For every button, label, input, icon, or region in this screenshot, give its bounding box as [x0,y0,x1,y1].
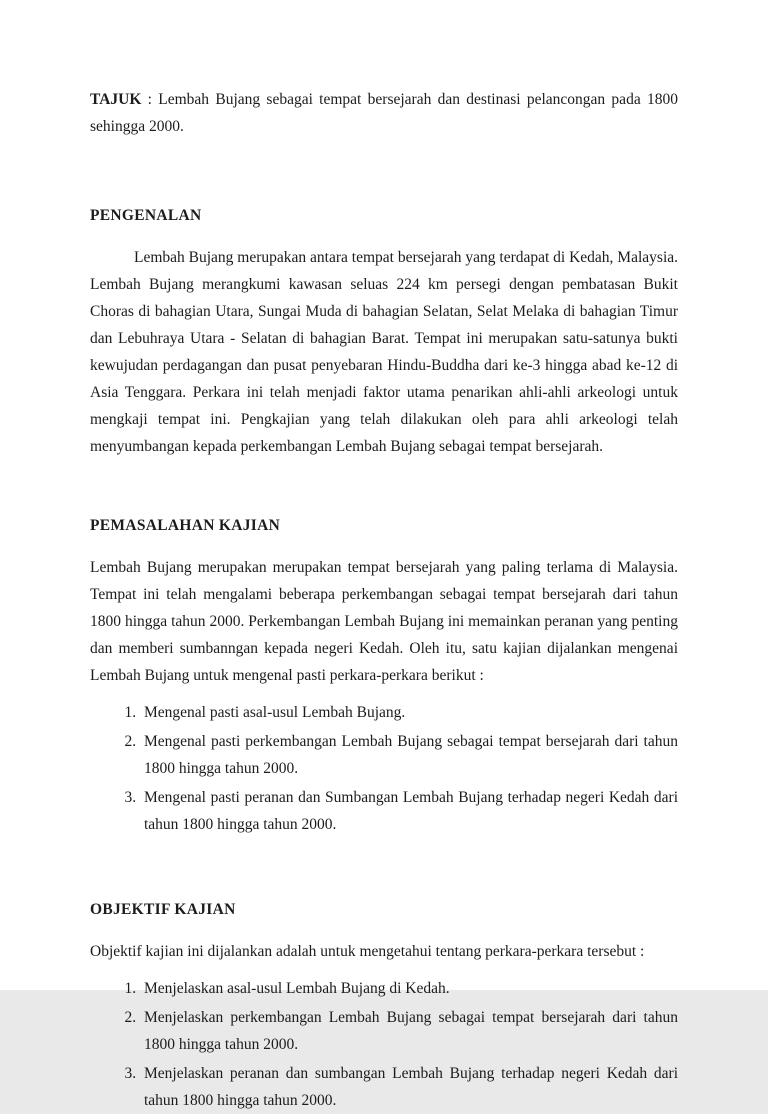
section-objektif [90,896,678,1114]
list-item: 1. Mengenal pasti asal-usul Lembah Bujang. [140,699,678,726]
paragraph-objektif: Objektif kajian ini dijalankan adalah untuk mengetahui tentang perkara-perkara tersebut : [90,943,645,960]
section-pemasalahan [90,512,678,838]
list-item: 1. Menjelaskan asal-usul Lembah Bujang di Kedah. [140,975,678,1002]
heading-pengenalan: PENGENALAN [90,207,202,224]
list-item: 3. Mengenal pasti peranan dan Sumbangan Lembah Bujang terhadap negeri Kedah dari tahun 1800 hingga tahun 2000. [140,784,678,838]
title-label: TAJUK [90,91,142,108]
document-title [90,86,678,140]
pemasalahan-list [90,699,678,838]
list-item: 3. Menjelaskan peranan dan sumbangan Lembah Bujang terhadap negeri Kedah dari tahun 1800 hingga tahun 2000. [140,1060,678,1114]
section-pengenalan [90,202,678,460]
heading-objektif: OBJEKTIF KAJIAN [90,901,236,918]
heading-pemasalahan: PEMASALAHAN KAJIAN [90,517,281,534]
list-item: 2. Menjelaskan perkembangan Lembah Bujang sebagai tempat bersejarah dari tahun 1800 hingga tahun 2000. [140,1004,678,1058]
list-item: 2. Mengenal pasti perkembangan Lembah Bujang sebagai tempat bersejarah dari tahun 1800 hingga tahun 2000. [140,728,678,782]
paragraph-pemasalahan: Lembah Bujang merupakan merupakan tempat bersejarah yang paling terlama di Malaysia. Tempat ini telah mengalami beberapa perkembangan sebagai tempat bersejarah dari tahun 1800 hingga tahun 2000. Perkembangan Lembah Bujang ini memainkan peranan yang penting dan memberi sumbanngan kepada negeri Kedah. Oleh itu, satu kajian dijalankan mengenai Lembah Bujang untuk mengenal pasti perkara-perkara berikut : [90,559,678,684]
title-text: : Lembah Bujang sebagai tempat bersejarah dan destinasi pelancongan pada 1800 sehingga 2000. [90,91,678,135]
paragraph-pengenalan: Lembah Bujang merupakan antara tempat bersejarah yang terdapat di Kedah, Malaysia. Lembah Bujang merangkumi kawasan seluas 224 km persegi dengan pembatasan Bukit Choras di bahagian Utara, Sungai Muda di bahagian Selatan, Selat Melaka di bahagian Timur dan Lebuhraya Utara - Selatan di bahagian Barat. Tempat ini merupakan satu-satunya bukti kewujudan perdagangan dan pusat penyebaran Hindu-Buddha dari ke-3 hingga abad ke-12 di Asia Tenggara. Perkara ini telah menjadi faktor utama penarikan ahli-ahli arkeologi untuk mengkaji tempat ini. Pengkajian yang telah dilakukan oleh para ahli arkeologi telah menyumbangan kepada perkembangan Lembah Bujang sebagai tempat bersejarah. [90,249,678,455]
objektif-list [90,975,678,1114]
